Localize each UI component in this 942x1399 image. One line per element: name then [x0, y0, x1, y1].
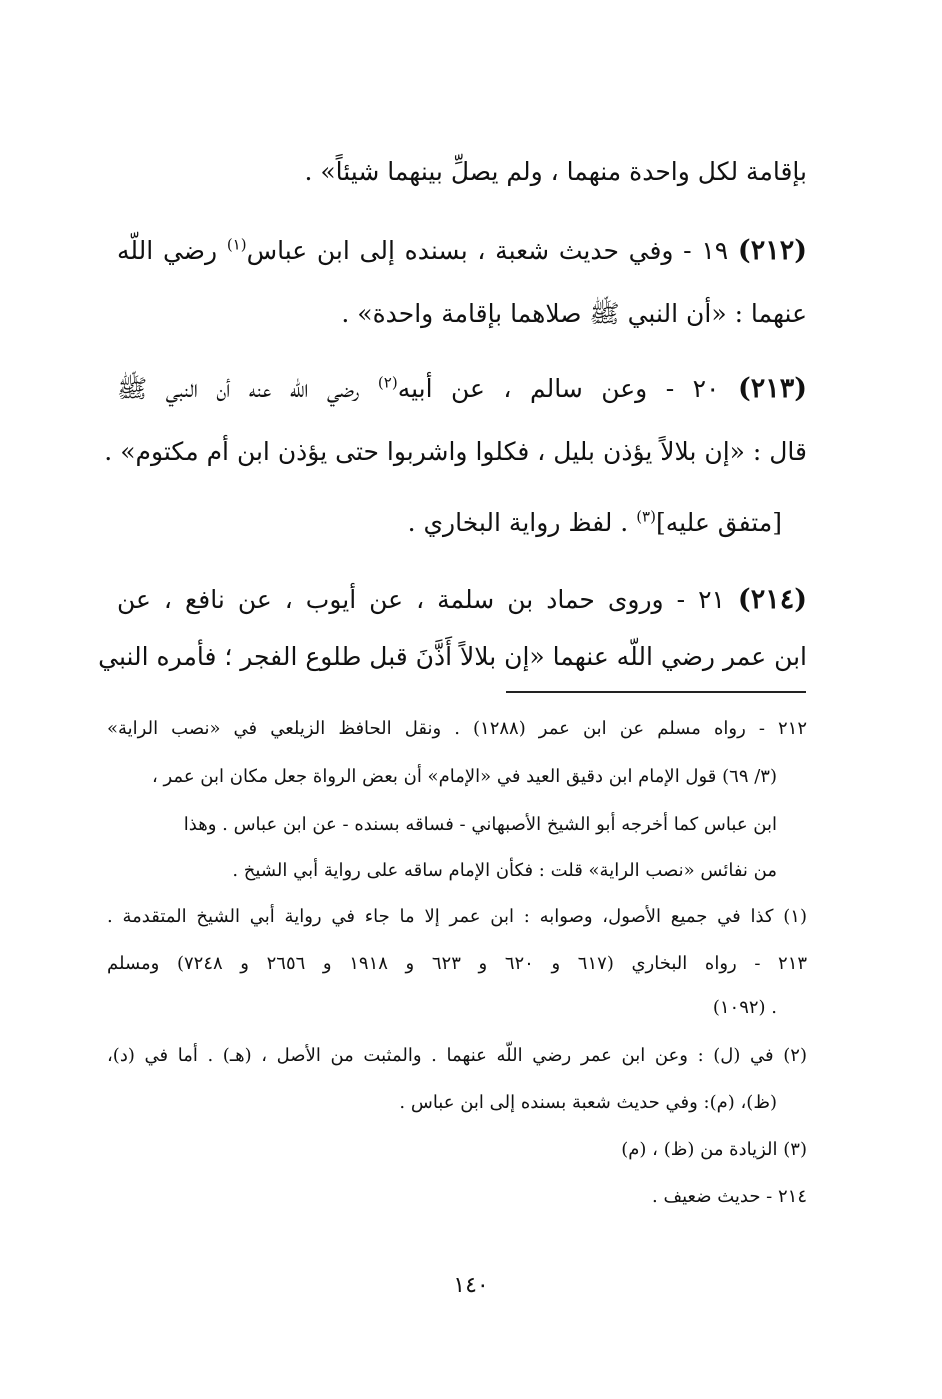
- footnote-213-line-2: . (١٠٩٢): [712, 997, 777, 1018]
- footnote-ref-1: (١): [226, 235, 247, 254]
- footnote-2-line-1: (٢) في (ل) : وعن ابن عمر رضي اللّه عنهما . والمثبت من الأصل ، (هـ) . أما في (د)،: [107, 1045, 807, 1066]
- footnote-212-line-2: (٣/ ٦٩) قول الإمام ابن دقيق العيد في «الإمام» أن بعض الرواة جعل مكان ابن عمر ،: [151, 766, 777, 787]
- muttafaq-alayh: [متفق عليه]: [655, 508, 782, 537]
- hadith-212-line-2: عنهما : «أن النبي ﷺ صلاهما بإقامة واحدة» .: [341, 299, 807, 328]
- hadith-213-line-3: [متفق عليه]$^{(٣)}$ . لفظ رواية البخاري .: [407, 507, 782, 537]
- hadith-number-213: (٢١٣): [737, 373, 808, 404]
- hadith-213-text-cont: رضي اللّه عنه أن النبي ﷺ: [117, 374, 360, 403]
- hadith-213-line-1: [117, 369, 807, 409]
- hadith-214-line-2: ابن عمر رضي اللّه عنهما «إن بلالاً أَذَّنَ قبل طلوع الفجر ؛ فأمره النبي: [98, 642, 807, 671]
- footnote-2-line-2: (ظ)، (م): وفي حديث شعبة بسنده إلى ابن عباس .: [399, 1092, 777, 1113]
- main-line-1: بإقامة لكل واحدة منهما ، ولم يصلِّ بينهما شيئاً» .: [304, 157, 807, 186]
- hadith-number-214: (٢١٤): [737, 584, 807, 615]
- hadith-213-line-2: قال : «إن بلالاً يؤذن بليل ، فكلوا واشربوا حتى يؤذن ابن أم مكتوم» .: [104, 437, 807, 466]
- footnote-ref-2: (٢): [377, 373, 398, 392]
- footnote-213-line-1: ٢١٣ - رواه البخاري (٦١٧ و ٦٢٠ و ٦٢٣ و ١٩١٨ و ٢٦٥٦ و ٧٢٤٨) ومسلم: [107, 953, 808, 974]
- hadith-213-text: ٢٠ - وعن سالم ، عن أبيه: [397, 374, 720, 403]
- footnote-separator: [506, 691, 806, 693]
- footnote-212-line-1: ٢١٢ - رواه مسلم عن ابن عمر (١٢٨٨) . ونقل الحافظ الزيلعي في «نصب الراية»: [107, 718, 807, 739]
- footnote-3: (٣) الزيادة من (ظ) ، (م): [621, 1139, 807, 1160]
- hadith-number-212: (٢١٢): [737, 235, 807, 266]
- hadith-214-line-1: (٢١٤) ٢١ - وروى حماد بن سلمة ، عن أيوب ، عن نافع ، عن: [117, 584, 807, 615]
- footnote-ref-3: (٣): [636, 507, 656, 526]
- footnote-214: ٢١٤ - حديث ضعيف .: [652, 1186, 807, 1207]
- page-number: ١٤٠: [453, 1273, 489, 1298]
- hadith-212-text-cont: رضي اللّه: [117, 236, 218, 265]
- footnote-212-line-3: ابن عباس كما أخرجه أبو الشيخ الأصبهاني - فساقه بسنده - عن ابن عباس . وهذا: [183, 814, 777, 835]
- footnote-212-line-4: من نفائس «نصب الراية» قلت : فكأن الإمام ساقه على رواية أبي الشيخ .: [232, 860, 777, 881]
- footnote-1: (١) كذا في جميع الأصول، وصوابه : ابن عمر إلا ما جاء في رواية أبي الشيخ المتقدمة .: [107, 906, 807, 927]
- hadith-212-text: ١٩ - وفي حديث شعبة ، بسنده إلى ابن عباس: [246, 236, 729, 265]
- hadith-212-line-1: [117, 231, 807, 271]
